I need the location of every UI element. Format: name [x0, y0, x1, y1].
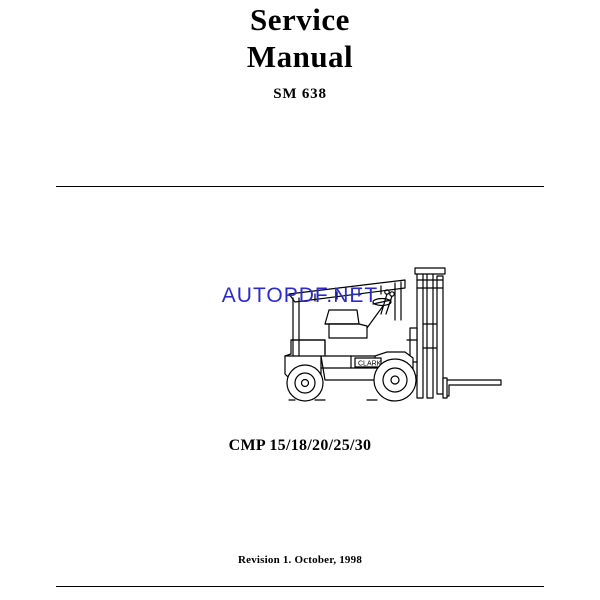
cover-title-block [0, 0, 600, 75]
revision-info: Revision 1. October, 1998 [237, 554, 363, 566]
page-title-line-2: Manual [246, 39, 354, 74]
forklift-illustration [255, 228, 555, 418]
watermark-text: AUTOPDF.NET [221, 284, 379, 307]
page-title-line-1: Service [250, 2, 350, 37]
manual-number: SM 638 [273, 86, 327, 102]
svg-text:CLARK: CLARK [358, 360, 382, 368]
model-designation: CMP 15/18/20/25/30 [228, 437, 372, 454]
divider-bottom [56, 586, 544, 587]
divider-top [56, 186, 544, 187]
